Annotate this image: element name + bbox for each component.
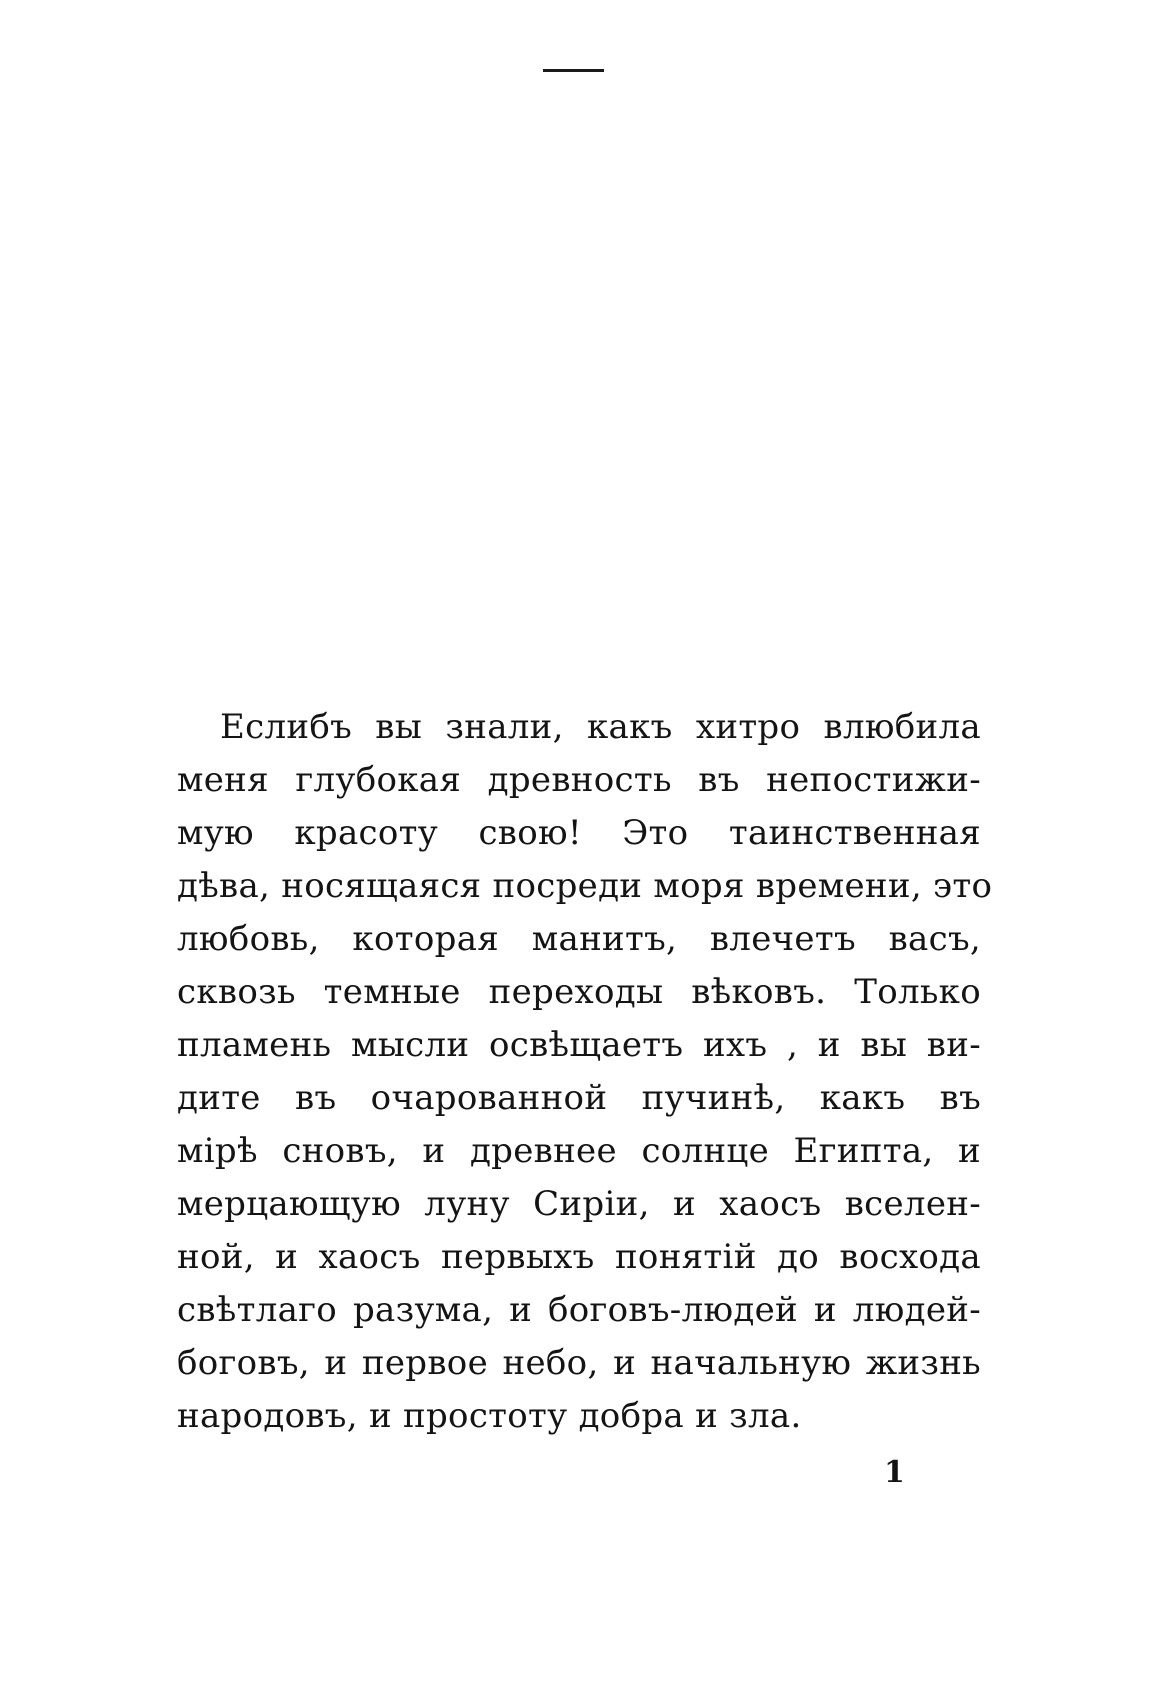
text-line: боговъ, и первое небо, и начальную жизнь [177, 1343, 981, 1383]
text-line: мірѣ сновъ, и древнее солнце Египта, и [177, 1131, 981, 1171]
text-line: любовь, которая манитъ, влечетъ васъ, [177, 919, 981, 959]
text-line: дѣва, носящаяся посреди моря времени, это [177, 866, 993, 906]
text-line: свѣтлаго разума, и боговъ-людей и людей- [177, 1290, 981, 1330]
text-line: мую красоту свою! Это таинственная [177, 813, 981, 853]
text-line: ной, и хаосъ первыхъ понятій до восхода [177, 1237, 981, 1277]
text-line: пламень мысли освѣщаетъ ихъ , и вы ви- [177, 1025, 981, 1065]
body-paragraph [177, 701, 993, 1443]
text-line: дите въ очарованной пучинѣ, какъ въ [177, 1078, 981, 1118]
signature-mark: 1 [884, 1455, 905, 1490]
top-dash-mark [543, 69, 604, 72]
text-line: Еслибъ вы знали, какъ хитро влюбила [220, 707, 981, 747]
text-line: сквозь темные переходы вѣковъ. Только [177, 972, 981, 1012]
text-line: народовъ, и простоту добра и зла. [177, 1396, 802, 1436]
text-line: мерцающую луну Сиріи, и хаосъ вселен- [177, 1184, 981, 1224]
text-line: меня глубокая древность въ непостижи- [177, 760, 981, 800]
